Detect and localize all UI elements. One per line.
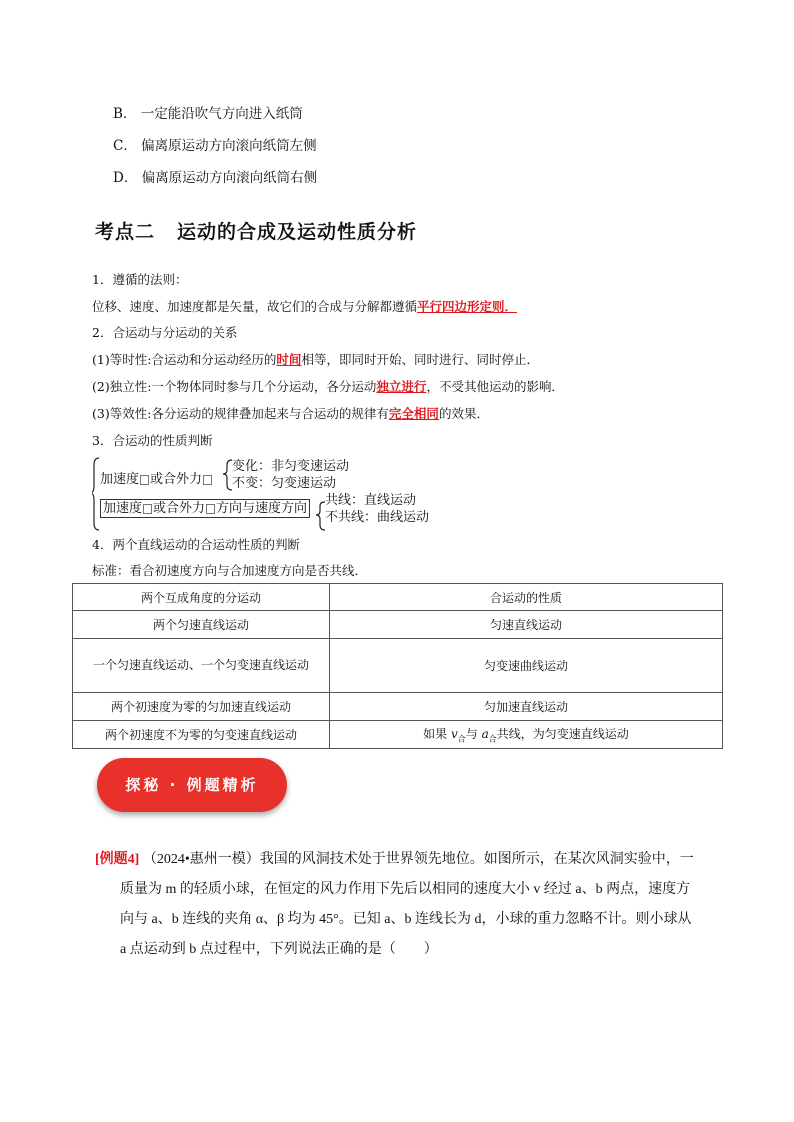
rule-text: 位移、速度、加速度都是矢量，故它们的合成与分解都遵循平行四边形定则． [92,299,518,314]
table-cell: 如果 $v_合$与 $a_合$共线，为匀变速直线运动 [330,721,723,749]
table-cell: 一个匀速直线运动、一个匀变速直线运动 [73,639,330,693]
table-cell: 匀变速曲线运动 [330,639,723,693]
branch-accel-change: 加速度 或合外力 [100,468,213,487]
relation-item-2: (2)独立性:一个物体同时参与几个分运动，各分运动独立进行，不受其他运动的影响． [92,379,564,394]
judge-diagram [92,455,452,531]
table-cell: 两个初速度不为零的匀变速直线运动 [73,721,330,749]
placeholder-box [140,475,149,485]
branch1-sub1: 变化：非匀变速运动 [232,459,350,474]
section-heading: 运动的合成及运动性质分析 [177,221,418,243]
placeholder-box [203,475,212,485]
section-title [95,217,417,244]
example-line: 质量为 m 的轻质小球，在恒定的风力作用下先后以相同的速度大小 v 经过 a、b 两点，速度方 [120,882,691,897]
table-cell: 匀速直线运动 [330,611,723,639]
example-line: 向与 a、b 连线的夹角 α、β 均为 45°。已知 a、b 连线长为 d，小球的重力忽略不计。则小球从 [120,912,692,927]
example-paragraph [95,845,713,965]
example-banner: 探秘 · 例题精析 [97,758,287,812]
placeholder-box [143,504,152,514]
placeholder-box [206,504,215,514]
rule-heading: 1．遵循的法则： [92,272,188,287]
table-row [73,639,723,693]
table-header: 两个互成角度的分运动 [73,584,330,611]
table-row [73,693,723,721]
example-line: [例题4] （2024•惠州一模）我国的风洞技术处于世界领先地位。如图所示，在某次风洞实验中，一 [95,852,694,867]
table-cell: 匀加速直线运动 [330,693,723,721]
branch2-sub2: 不共线：曲线运动 [325,510,430,525]
option-c [113,134,317,154]
highlight-independent: 独立进行 [376,379,427,394]
option-text: 偏离原运动方向滚向纸筒左侧 [141,138,317,154]
option-text: 一定能沿吹气方向进入纸筒 [140,106,303,122]
table-cell: 两个匀速直线运动 [73,611,330,639]
highlight-rule: 平行四边形定则． [417,299,518,314]
table-row [73,611,723,639]
two-lines-heading: 4．两个直线运动的合运动性质的判断 [92,537,300,552]
two-lines-standard: 标准：看合初速度方向与合加速度方向是否共线． [92,563,368,578]
option-text: 偏离原运动方向滚向纸筒右侧 [141,170,318,186]
judge-heading: 3．合运动的性质判断 [92,433,213,448]
branch1-sub2: 不变：匀变速运动 [232,476,337,491]
option-b [113,102,303,122]
branch2-sub1: 共线：直线运动 [325,493,417,508]
option-letter: D． [113,170,138,186]
relation-item-3: (3)等效性:各分运动的规律叠加起来与合运动的规律有完全相同的效果． [92,406,489,421]
option-letter: C． [113,138,137,154]
table-header: 合运动的性质 [330,584,723,611]
motion-table [72,583,723,749]
example-source: （2024•惠州一模） [142,852,260,867]
highlight-time: 时间 [276,352,302,367]
table-cell: 两个初速度为零的匀加速直线运动 [73,693,330,721]
option-letter: B． [113,106,137,122]
section-label: 考点二 [95,221,156,243]
highlight-same: 完全相同 [388,406,439,421]
table-header-row [73,584,723,611]
relation-item-1: (1)等时性:合运动和分运动经历的时间相等，即同时开始、同时进行、同时停止． [92,352,539,367]
branch-direction: 加速度 或合外力 方向与速度方向 [100,499,310,518]
example-tag: [例题4] [95,852,140,867]
example-line: a 点运动到 b 点过程中，下列说法正确的是（ ） [120,942,438,957]
table-row [73,721,723,749]
relation-heading: 2．合运动与分运动的关系 [92,325,238,340]
option-d [113,166,317,186]
